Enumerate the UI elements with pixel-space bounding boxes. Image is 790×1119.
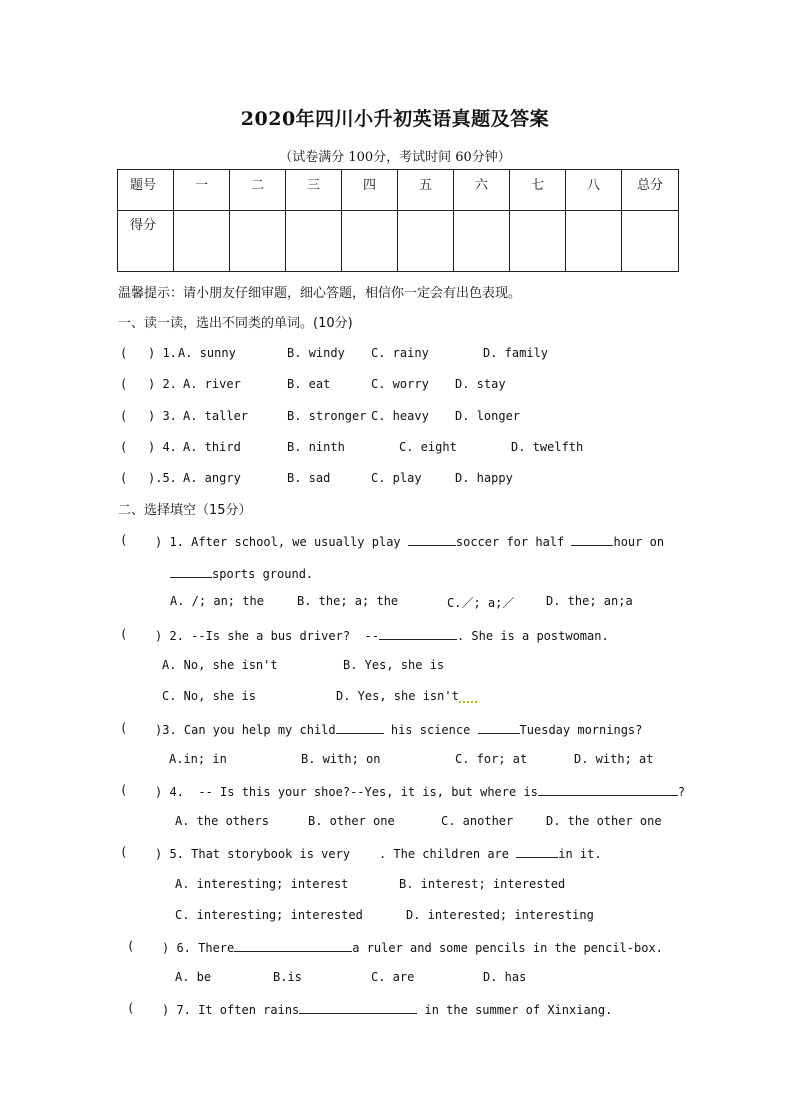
option-b: B. the; a; the [297, 594, 399, 608]
score-row-label: 得分 [118, 211, 174, 272]
option-a: A. third [183, 440, 241, 454]
score-cell [342, 211, 398, 272]
option-d: D. with; at [574, 752, 654, 766]
header-cell: 二 [230, 170, 286, 211]
option-d: D. Yes, she isn't [336, 689, 459, 703]
option-d: D. stay [455, 377, 506, 391]
option-d: D. interested; interesting [406, 908, 594, 922]
option-c: C. interesting; interested [175, 908, 363, 922]
item-number: ).5. [148, 471, 177, 485]
header-cell: 一 [174, 170, 230, 211]
option-b: B. ninth [287, 440, 345, 454]
option-d: D. happy [455, 471, 513, 485]
header-cell: 七 [510, 170, 566, 211]
score-cell [230, 211, 286, 272]
spellcheck-mark [459, 698, 477, 703]
header-cell: 五 [398, 170, 454, 211]
blank [299, 1001, 417, 1014]
header-cell: 六 [454, 170, 510, 211]
option-b: B. Yes, she is [343, 658, 445, 672]
option-c: C. heavy [371, 409, 429, 423]
score-cell [398, 211, 454, 272]
item-number: ) 2. [148, 377, 177, 391]
score-cell [454, 211, 510, 272]
option-c: C. rainy [371, 346, 429, 360]
tip-text: 温馨提示：请小朋友仔细审题，细心答题，相信你一定会有出色表现。 [118, 286, 522, 301]
blank [408, 533, 456, 546]
option-c: C. another [441, 814, 514, 828]
option-b: B. interest; interested [399, 877, 566, 891]
option-c: C. for; at [455, 752, 528, 766]
header-cell: 八 [566, 170, 622, 211]
option-b: B. with; on [301, 752, 381, 766]
blank [170, 565, 212, 578]
option-c: C. eight [399, 440, 457, 454]
score-cell [622, 211, 679, 272]
option-b: B. windy [287, 346, 345, 360]
score-cell [566, 211, 622, 272]
option-a: A. river [183, 377, 241, 391]
option-a: A. the others [175, 814, 269, 828]
option-a: A. /; an; the [170, 594, 264, 608]
option-d: D. the; an;a [546, 594, 633, 608]
option-d: D. family [483, 346, 549, 360]
option-b: B. other one [308, 814, 395, 828]
option-d: D. has [483, 970, 527, 984]
option-b: B. sad [287, 471, 331, 485]
option-d: D. twelfth [511, 440, 584, 454]
score-table [117, 169, 679, 272]
item-number: ) 4. [148, 440, 177, 454]
blank [571, 533, 613, 546]
option-d: D. the other one [546, 814, 662, 828]
blank [379, 627, 457, 640]
header-cell: 题号 [118, 170, 174, 211]
blank [336, 721, 384, 734]
option-d: D. longer [455, 409, 521, 423]
option-c: C. worry [371, 377, 429, 391]
header-cell: 三 [286, 170, 342, 211]
option-a: A. interesting; interest [175, 877, 349, 891]
score-cell [174, 211, 230, 272]
option-b: B.is [273, 970, 302, 984]
section1-heading: 一、读一读，选出不同类的单词。(10分) [118, 316, 353, 331]
section2-heading: 二、选择填空（15分） [118, 503, 252, 518]
option-a: A. No, she isn't [162, 658, 278, 672]
page-title: 2020年四川小升初英语真题及答案 [240, 108, 550, 130]
option-a: A. taller [183, 409, 249, 423]
blank [234, 939, 352, 952]
option-a: A. sunny [178, 346, 236, 360]
item-number: ) 1. [148, 346, 177, 360]
option-b: B. stronger [287, 409, 367, 423]
item-number: ) 3. [148, 409, 177, 423]
option-c: C.／; a;／ [447, 596, 515, 610]
blank [516, 845, 558, 858]
option-a: A. be [175, 970, 212, 984]
option-b: B. eat [287, 377, 331, 391]
score-cell [286, 211, 342, 272]
option-c: C. are [371, 970, 415, 984]
option-a: A. angry [183, 471, 241, 485]
blank [538, 783, 678, 796]
option-c: C. No, she is [162, 689, 256, 703]
blank [478, 721, 520, 734]
header-cell: 四 [342, 170, 398, 211]
option-c: C. play [371, 471, 422, 485]
exam-info: （试卷满分 100分，考试时间 60分钟） [279, 150, 511, 165]
score-cell [510, 211, 566, 272]
option-a: A.in; in [169, 752, 227, 766]
header-cell: 总分 [622, 170, 679, 211]
